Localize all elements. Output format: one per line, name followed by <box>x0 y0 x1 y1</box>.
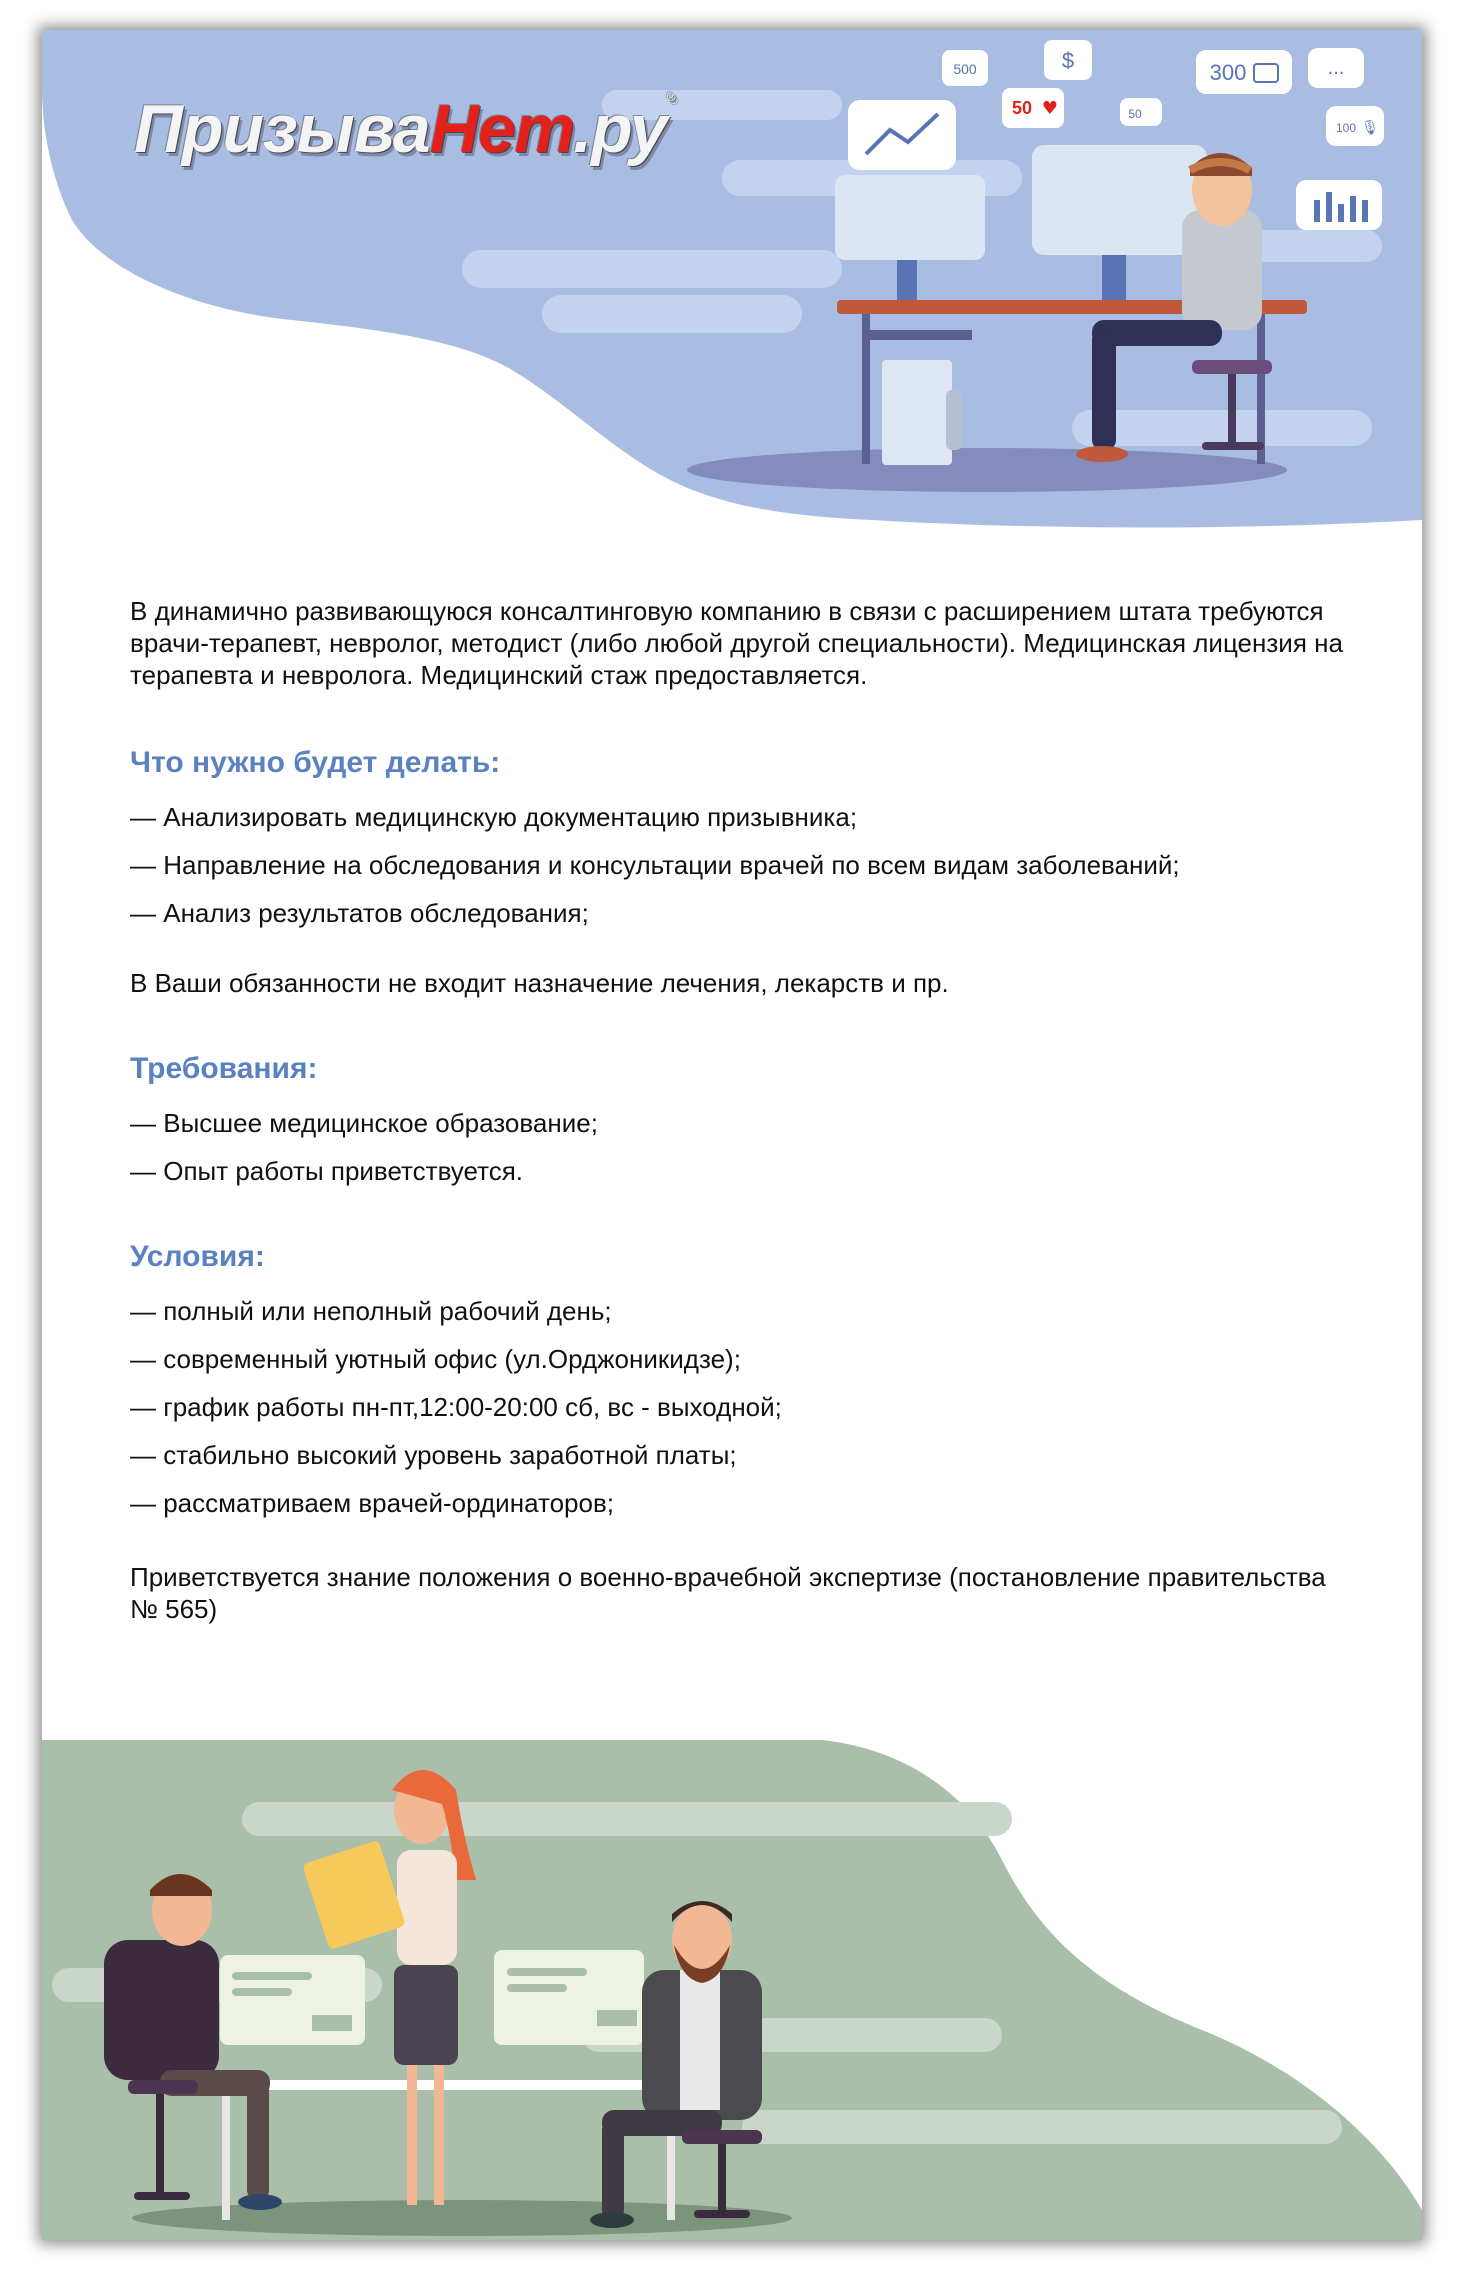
requirements-section <box>130 1053 1350 1187</box>
list-item: — полный или неполный рабочий день; <box>130 1296 612 1326</box>
list-item: — Направление на обследования и консультации врачей по всем видам заболеваний; <box>130 850 1180 880</box>
brand-part-3: .ру <box>573 91 667 167</box>
badge-50-heart: 50 <box>1011 98 1033 118</box>
conditions-heading: Условия: <box>130 1240 265 1273</box>
footer-illustration <box>42 1740 1422 2240</box>
list-item: — график работы пн-пт,12:00-20:00 сб, вс - выходной; <box>130 1392 782 1422</box>
brand-part-1: Призыва <box>134 91 430 167</box>
list-item: — Высшее медицинское образование; <box>130 1108 598 1138</box>
conditions-section <box>130 1241 1350 1519</box>
list-item: — Анализировать медицинскую документацию призывника; <box>130 802 858 832</box>
list-item: — Анализ результатов обследования; <box>130 898 589 928</box>
flyer-sheet <box>42 30 1422 2240</box>
duties-list <box>130 801 1350 929</box>
duties-section <box>130 747 1350 999</box>
list-item: — стабильно высокий уровень заработной платы; <box>130 1440 737 1470</box>
badge-dots: ... <box>1327 57 1345 79</box>
badge-dollar: $ <box>1061 48 1075 73</box>
list-item: — рассматриваем врачей-ординаторов; <box>130 1488 614 1518</box>
intro-paragraph: В динамично развивающуюся консалтинговую компанию в связи с расширением штата требуются врачи-терапевт, невролог, методист (либо любой другой специальности). Медицинская лицензия на терапевта и невролога. Медицинский стаж предоставляется. <box>130 596 1343 690</box>
closing-paragraph: Приветствуется знание положения о военно-врачебной экспертизе (постановление правительства № 565) <box>130 1562 1326 1624</box>
heart-icon: ♥ <box>1041 98 1059 119</box>
brand-part-2: Нет <box>429 91 574 167</box>
duties-note: В Ваши обязанности не входит назначение лечения, лекарств и пр. <box>130 968 949 998</box>
badge-50-like: 50 <box>1128 107 1142 121</box>
badge-300: 300 <box>1209 60 1247 85</box>
badge-500: 500 <box>953 61 977 77</box>
duties-heading: Что нужно будет делать: <box>130 746 501 779</box>
conditions-list <box>130 1295 1350 1519</box>
mic-icon: 🎙 <box>1361 120 1379 136</box>
list-item: — современный уютный офис (ул.Орджоникидзе); <box>130 1344 741 1374</box>
list-item: — Опыт работы приветствуется. <box>130 1156 524 1186</box>
badge-100: 100 <box>1335 121 1357 135</box>
vacancy-content <box>130 595 1350 1625</box>
requirements-heading: Требования: <box>130 1052 318 1085</box>
brand-logo <box>134 90 675 168</box>
registered-mark: ® <box>666 90 675 104</box>
requirements-list <box>130 1107 1350 1187</box>
